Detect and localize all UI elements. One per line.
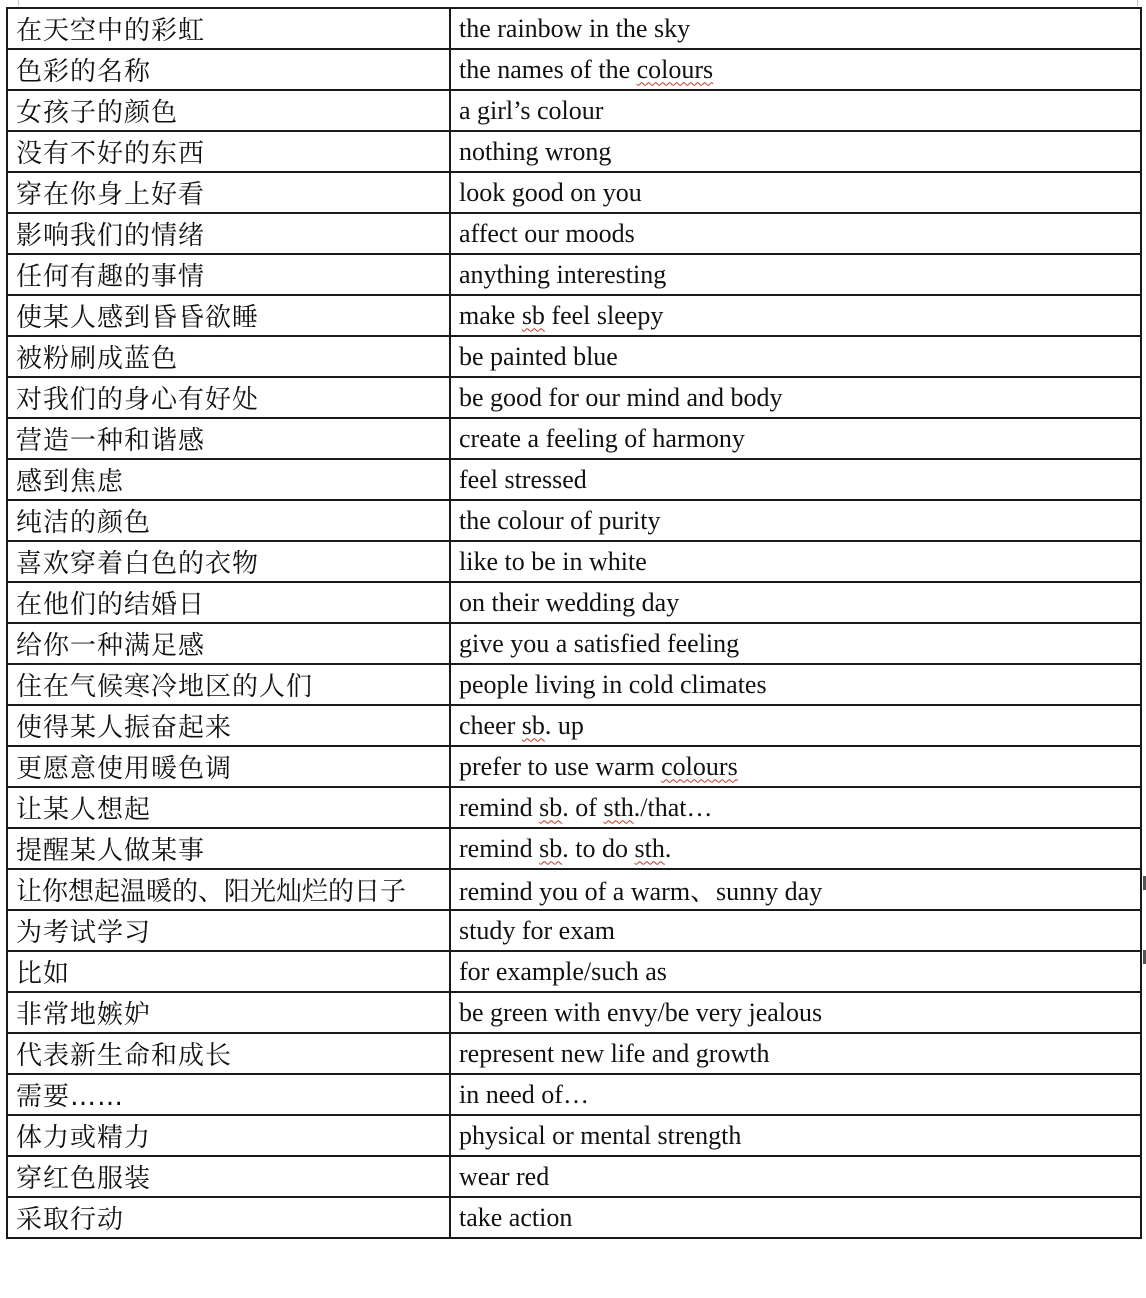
english-phrase: study for exam xyxy=(450,910,1141,951)
english-phrase: wear red xyxy=(450,1156,1141,1197)
english-phrase: the rainbow in the sky xyxy=(450,8,1141,49)
text-segment: prefer to use warm xyxy=(459,751,662,781)
chinese-phrase: 在他们的结婚日 xyxy=(7,582,450,623)
table-row xyxy=(7,787,1141,828)
english-phrase: the colour of purity xyxy=(450,500,1141,541)
chinese-phrase: 非常地嫉妒 xyxy=(7,992,450,1033)
chinese-phrase: 没有不好的东西 xyxy=(7,131,450,172)
english-phrase: take action xyxy=(450,1197,1141,1238)
english-phrase xyxy=(450,295,1141,336)
table-row xyxy=(7,541,1141,582)
text-segment: remind xyxy=(459,792,540,822)
table-row xyxy=(7,90,1141,131)
english-phrase: be good for our mind and body xyxy=(450,377,1141,418)
spellcheck-flagged-word: sth xyxy=(634,833,665,863)
english-phrase: be painted blue xyxy=(450,336,1141,377)
text-segment: the names of the xyxy=(459,54,637,84)
english-phrase xyxy=(450,49,1141,90)
text-segment: cheer xyxy=(459,710,522,740)
english-phrase: give you a satisfied feeling xyxy=(450,623,1141,664)
chinese-phrase: 让你想起温暖的、阳光灿烂的日子 xyxy=(7,869,450,910)
chinese-phrase: 喜欢穿着白色的衣物 xyxy=(7,541,450,582)
english-phrase: nothing wrong xyxy=(450,131,1141,172)
chinese-phrase: 营造一种和谐感 xyxy=(7,418,450,459)
spellcheck-flagged-word: sth xyxy=(603,792,634,822)
table-row xyxy=(7,49,1141,90)
chinese-phrase: 使某人感到昏昏欲睡 xyxy=(7,295,450,336)
spellcheck-flagged-word: sb xyxy=(521,300,545,330)
text-segment: feel sleepy xyxy=(544,300,664,330)
english-phrase: affect our moods xyxy=(450,213,1141,254)
table-row xyxy=(7,1115,1141,1156)
english-phrase: create a feeling of harmony xyxy=(450,418,1141,459)
text-segment: ./that… xyxy=(633,792,713,822)
table-row xyxy=(7,418,1141,459)
english-phrase: like to be in white xyxy=(450,541,1141,582)
text-segment: . up xyxy=(544,710,584,740)
table-row xyxy=(7,828,1141,869)
english-phrase xyxy=(450,828,1141,869)
chinese-phrase: 比如 xyxy=(7,951,450,992)
text-segment: remind xyxy=(459,833,540,863)
english-phrase: people living in cold climates xyxy=(450,664,1141,705)
table-row xyxy=(7,910,1141,951)
table-row xyxy=(7,869,1141,910)
table-row xyxy=(7,623,1141,664)
chinese-phrase: 代表新生命和成长 xyxy=(7,1033,450,1074)
chinese-phrase: 任何有趣的事情 xyxy=(7,254,450,295)
english-phrase: look good on you xyxy=(450,172,1141,213)
table-row xyxy=(7,459,1141,500)
english-phrase: remind you of a warm、sunny day xyxy=(450,869,1141,910)
spellcheck-flagged-word: colours xyxy=(661,751,738,781)
table-row xyxy=(7,1074,1141,1115)
spellcheck-flagged-word: sb xyxy=(539,792,563,822)
spellcheck-flagged-word: colours xyxy=(636,54,714,84)
english-phrase: on their wedding day xyxy=(450,582,1141,623)
text-segment: make xyxy=(459,300,522,330)
table-row xyxy=(7,1197,1141,1238)
english-phrase xyxy=(450,787,1141,828)
table-row xyxy=(7,500,1141,541)
chinese-phrase: 住在气候寒冷地区的人们 xyxy=(7,664,450,705)
table-row xyxy=(7,951,1141,992)
table-row xyxy=(7,705,1141,746)
text-segment: . xyxy=(664,833,672,863)
chinese-phrase: 采取行动 xyxy=(7,1197,450,1238)
chinese-phrase: 为考试学习 xyxy=(7,910,450,951)
english-phrase: for example/such as xyxy=(450,951,1141,992)
text-segment: . to do xyxy=(562,833,635,863)
chinese-phrase: 对我们的身心有好处 xyxy=(7,377,450,418)
table-row xyxy=(7,377,1141,418)
chinese-phrase: 在天空中的彩虹 xyxy=(7,8,450,49)
table-row xyxy=(7,8,1141,49)
table-row xyxy=(7,992,1141,1033)
chinese-phrase: 穿在你身上好看 xyxy=(7,172,450,213)
chinese-phrase: 需要…… xyxy=(7,1074,450,1115)
english-phrase xyxy=(450,705,1141,746)
table-row xyxy=(7,131,1141,172)
english-phrase: anything interesting xyxy=(450,254,1141,295)
chinese-phrase: 给你一种满足感 xyxy=(7,623,450,664)
table-row xyxy=(7,582,1141,623)
chinese-phrase: 穿红色服装 xyxy=(7,1156,450,1197)
table-row xyxy=(7,1033,1141,1074)
table-row xyxy=(7,172,1141,213)
english-phrase: physical or mental strength xyxy=(450,1115,1141,1156)
english-phrase: feel stressed xyxy=(450,459,1141,500)
chinese-phrase: 使得某人振奋起来 xyxy=(7,705,450,746)
table-row xyxy=(7,336,1141,377)
chinese-phrase: 影响我们的情绪 xyxy=(7,213,450,254)
table-row xyxy=(7,254,1141,295)
table-row xyxy=(7,664,1141,705)
chinese-phrase: 让某人想起 xyxy=(7,787,450,828)
chinese-phrase: 纯洁的颜色 xyxy=(7,500,450,541)
page-top-edge xyxy=(18,0,1138,6)
vocabulary-table xyxy=(6,7,1142,1239)
spellcheck-flagged-word: sb xyxy=(539,833,563,863)
chinese-phrase: 感到焦虑 xyxy=(7,459,450,500)
chinese-phrase: 更愿意使用暖色调 xyxy=(7,746,450,787)
table-row xyxy=(7,1156,1141,1197)
chinese-phrase: 色彩的名称 xyxy=(7,49,450,90)
chinese-phrase: 提醒某人做某事 xyxy=(7,828,450,869)
table-row xyxy=(7,213,1141,254)
chinese-phrase: 女孩子的颜色 xyxy=(7,90,450,131)
chinese-phrase: 被粉刷成蓝色 xyxy=(7,336,450,377)
english-phrase: a girl’s colour xyxy=(450,90,1141,131)
english-phrase: represent new life and growth xyxy=(450,1033,1141,1074)
chinese-phrase: 体力或精力 xyxy=(7,1115,450,1156)
spellcheck-flagged-word: sb xyxy=(521,710,545,740)
english-phrase: be green with envy/be very jealous xyxy=(450,992,1141,1033)
english-phrase: in need of… xyxy=(450,1074,1141,1115)
english-phrase xyxy=(450,746,1141,787)
text-segment: . of xyxy=(562,792,604,822)
table-row xyxy=(7,295,1141,336)
table-row xyxy=(7,746,1141,787)
